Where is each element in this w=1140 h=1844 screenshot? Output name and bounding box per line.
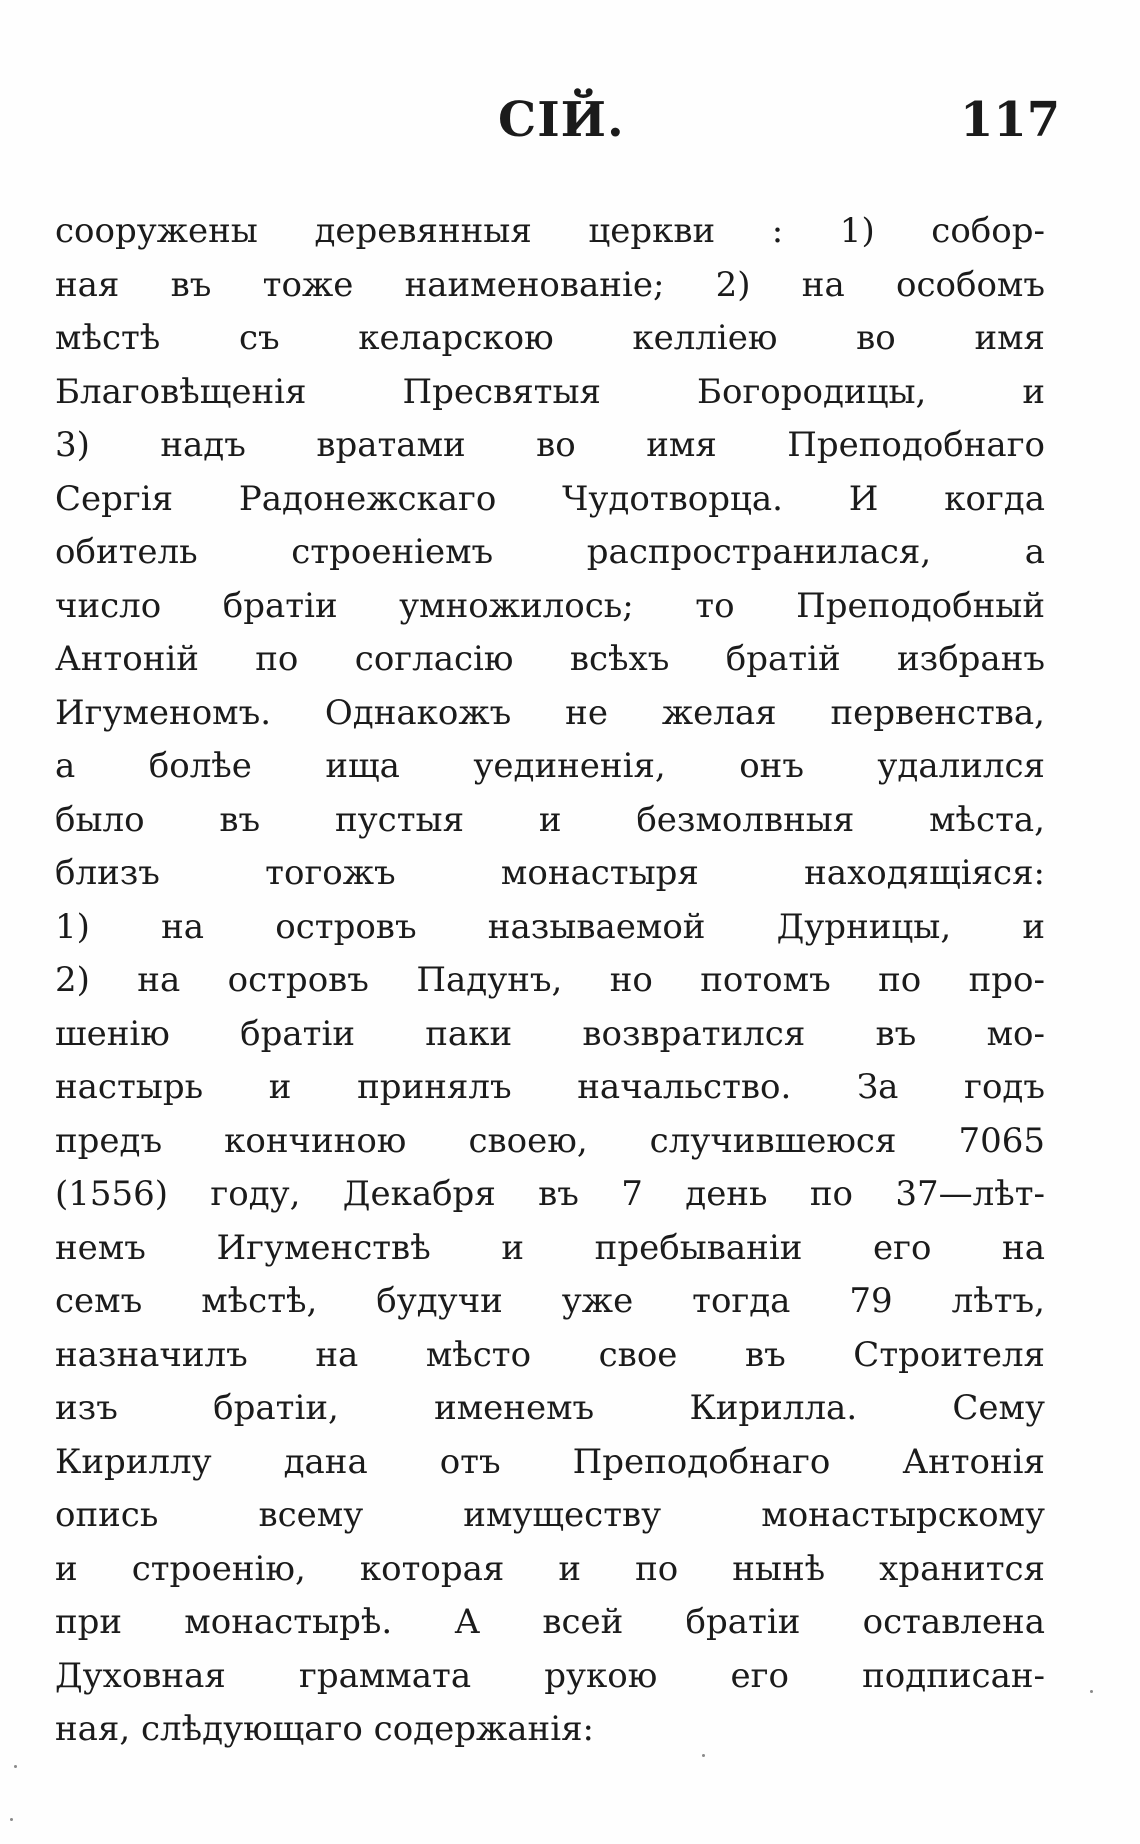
text-line: предъ кончиною своею, случившеюся 7065 [55,1120,1045,1161]
text-line: семъ мѣстѣ, будучи уже тогда 79 лѣтъ, [55,1281,1045,1321]
text-line: Духовная граммата рукою его подписан- [55,1655,1045,1696]
text-line: Благовѣщенія Пресвятыя Богородицы, и [55,371,1045,412]
text-line: Сергія Радонежскаго Чудотворца. И когда [55,478,1045,519]
text-line: (1556) году, Декабря въ 7 день по 37—лѣт- [55,1174,1045,1214]
text-line: число братіи умножилось; то Преподобный [55,585,1045,626]
text-line: изъ братіи, именемъ Кирилла. Сему [55,1388,1045,1428]
text-line: шенію братіи паки возвратился въ мо- [55,1013,1045,1054]
text-line: Игуменомъ. Однакожъ не желая первенства, [55,692,1045,733]
text-line: Антоній по согласію всѣхъ братій избранъ [55,639,1045,679]
text-line: сооружены деревянныя церкви : 1) собор- [55,211,1045,251]
text-line: обитель строеніемъ распространилася, а [55,532,1045,572]
text-line: опись всему имуществу монастырскому [55,1495,1045,1535]
running-head: СІЙ. [498,92,625,148]
text-line: 3) надъ вратами во имя Преподобнаго [55,425,1045,465]
text-line: назначилъ на мѣсто свое въ Строителя [55,1334,1045,1375]
paper-speck [702,1754,705,1757]
text-line: немъ Игуменствѣ и пребываніи его на [55,1227,1045,1268]
text-line: настырь и принялъ начальство. За годъ [55,1067,1045,1107]
text-line: 2) на островъ Падунъ, но потомъ по про- [55,960,1045,1000]
body-text [55,205,1045,1757]
text-line: Кириллу дана отъ Преподобнаго Антонія [55,1441,1045,1482]
text-line: ная въ тоже наименованіе; 2) на особомъ [55,264,1045,305]
paper-speck [14,1765,17,1768]
text-line: ная, слѣдующаго содержанія: [55,1709,594,1749]
paper-speck [10,1818,13,1821]
paper-speck [1090,1690,1093,1693]
text-line: а болѣе ища уединенія, онъ удалился [55,746,1045,786]
text-line: при монастырѣ. А всей братіи оставлена [55,1602,1045,1642]
text-line: 1) на островъ называемой Дурницы, и [55,906,1045,947]
text-line: и строенію, которая и по нынѣ хранится [55,1548,1045,1589]
text-line: мѣстѣ съ келарскою келліею во имя [55,318,1045,358]
page-header [0,92,1140,162]
text-line: близъ тогожъ монастыря находящіяся: [55,853,1045,893]
page-number: 117 [960,92,1061,148]
text-line: было въ пустыя и безмолвныя мѣста, [55,799,1045,840]
